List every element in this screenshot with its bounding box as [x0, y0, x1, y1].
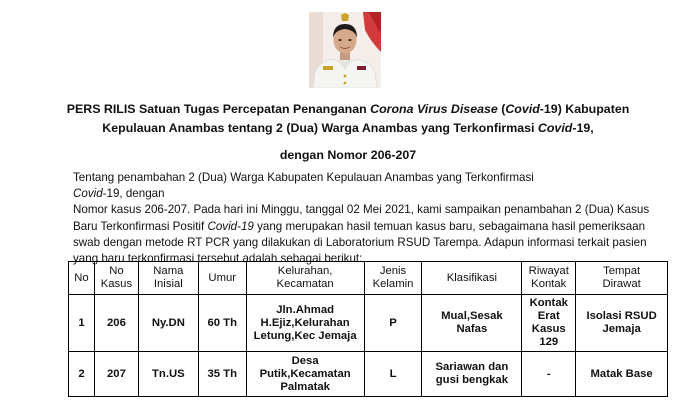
header-tempat-dirawat: Tempat Dirawat	[576, 262, 668, 295]
cell-inisial: Ny.DN	[138, 295, 198, 352]
table-row	[69, 352, 668, 397]
table-row	[69, 295, 668, 352]
cell-inisial: Tn.US	[138, 352, 198, 397]
header-no-kasus: No Kasus	[94, 262, 138, 295]
header-klasifikasi: Klasifikasi	[422, 262, 522, 295]
cell-dirawat: Isolasi RSUD Jemaja	[576, 295, 668, 352]
cell-umur: 60 Th	[198, 295, 246, 352]
case-details-table	[68, 261, 668, 397]
header-umur: Umur	[198, 262, 246, 295]
header-nama-inisial: Nama Inisial	[138, 262, 198, 295]
header-no: No	[69, 262, 95, 295]
press-release-title-line-1: PERS RILIS Satuan Tugas Percepatan Penanganan Corona Virus Disease (Covid-19) Kabupaten	[66, 102, 630, 116]
body-line: Nomor kasus 206-207. Pada hari ini Minggu, tanggal 02 Mei 2021, kami sampaikan penambahan 2 (Dua) Kasus	[73, 203, 650, 217]
cell-kelurahan: Jln.Ahmad H.Ejiz,Kelurahan Letung,Kec Jemaja	[246, 295, 364, 352]
cell-no: 2	[69, 352, 95, 397]
cell-no: 1	[69, 295, 95, 352]
table-header-row	[69, 262, 668, 295]
press-release-body-paragraph	[73, 170, 650, 267]
cell-klasifikasi: Mual,Sesak Nafas	[422, 295, 522, 352]
cell-kelurahan: Desa Putik,Kecamatan Palmatak	[246, 352, 364, 397]
header-jenis-kelamin: Jenis Kelamin	[364, 262, 422, 295]
cell-dirawat: Matak Base	[576, 352, 668, 397]
cell-kelamin: P	[364, 295, 422, 352]
cell-kontak: Kontak Erat Kasus 129	[522, 295, 576, 352]
press-release-case-numbers: dengan Nomor 206-207	[279, 148, 417, 162]
cell-umur: 35 Th	[198, 352, 246, 397]
body-line: yang baru terkonfirmasi tersebut adalah sebagai berikut:	[73, 252, 363, 266]
official-portrait-illustration	[309, 12, 381, 88]
cell-kelamin: L	[364, 352, 422, 397]
press-release-title-line-2: Kepulauan Anambas tentang 2 (Dua) Warga Anambas yang Terkonfirmasi Covid-19,	[102, 121, 594, 135]
header-kelurahan-kecamatan: Kelurahan, Kecamatan	[246, 262, 364, 295]
official-portrait-photo	[309, 12, 381, 88]
cell-kasus: 207	[94, 352, 138, 397]
body-line: Tentang penambahan 2 (Dua) Warga Kabupaten Kepulauan Anambas yang Terkonfirmasi Covid-19, dengan	[73, 171, 534, 201]
cell-kontak: -	[522, 352, 576, 397]
header-riwayat-kontak: Riwayat Kontak	[522, 262, 576, 295]
cell-kasus: 206	[94, 295, 138, 352]
body-line: swab dengan metode RT PCR yang dilakukan di Laboratorium RSUD Tarempa. Adapun informasi terkait pasien	[73, 235, 647, 249]
body-line: Baru Terkonfirmasi Positif Covid-19 yang merupakan hasil temuan kasus baru, sebagaimana hasil pemeriksaan	[73, 219, 646, 233]
cell-klasifikasi: Sariawan dan gusi bengkak	[422, 352, 522, 397]
